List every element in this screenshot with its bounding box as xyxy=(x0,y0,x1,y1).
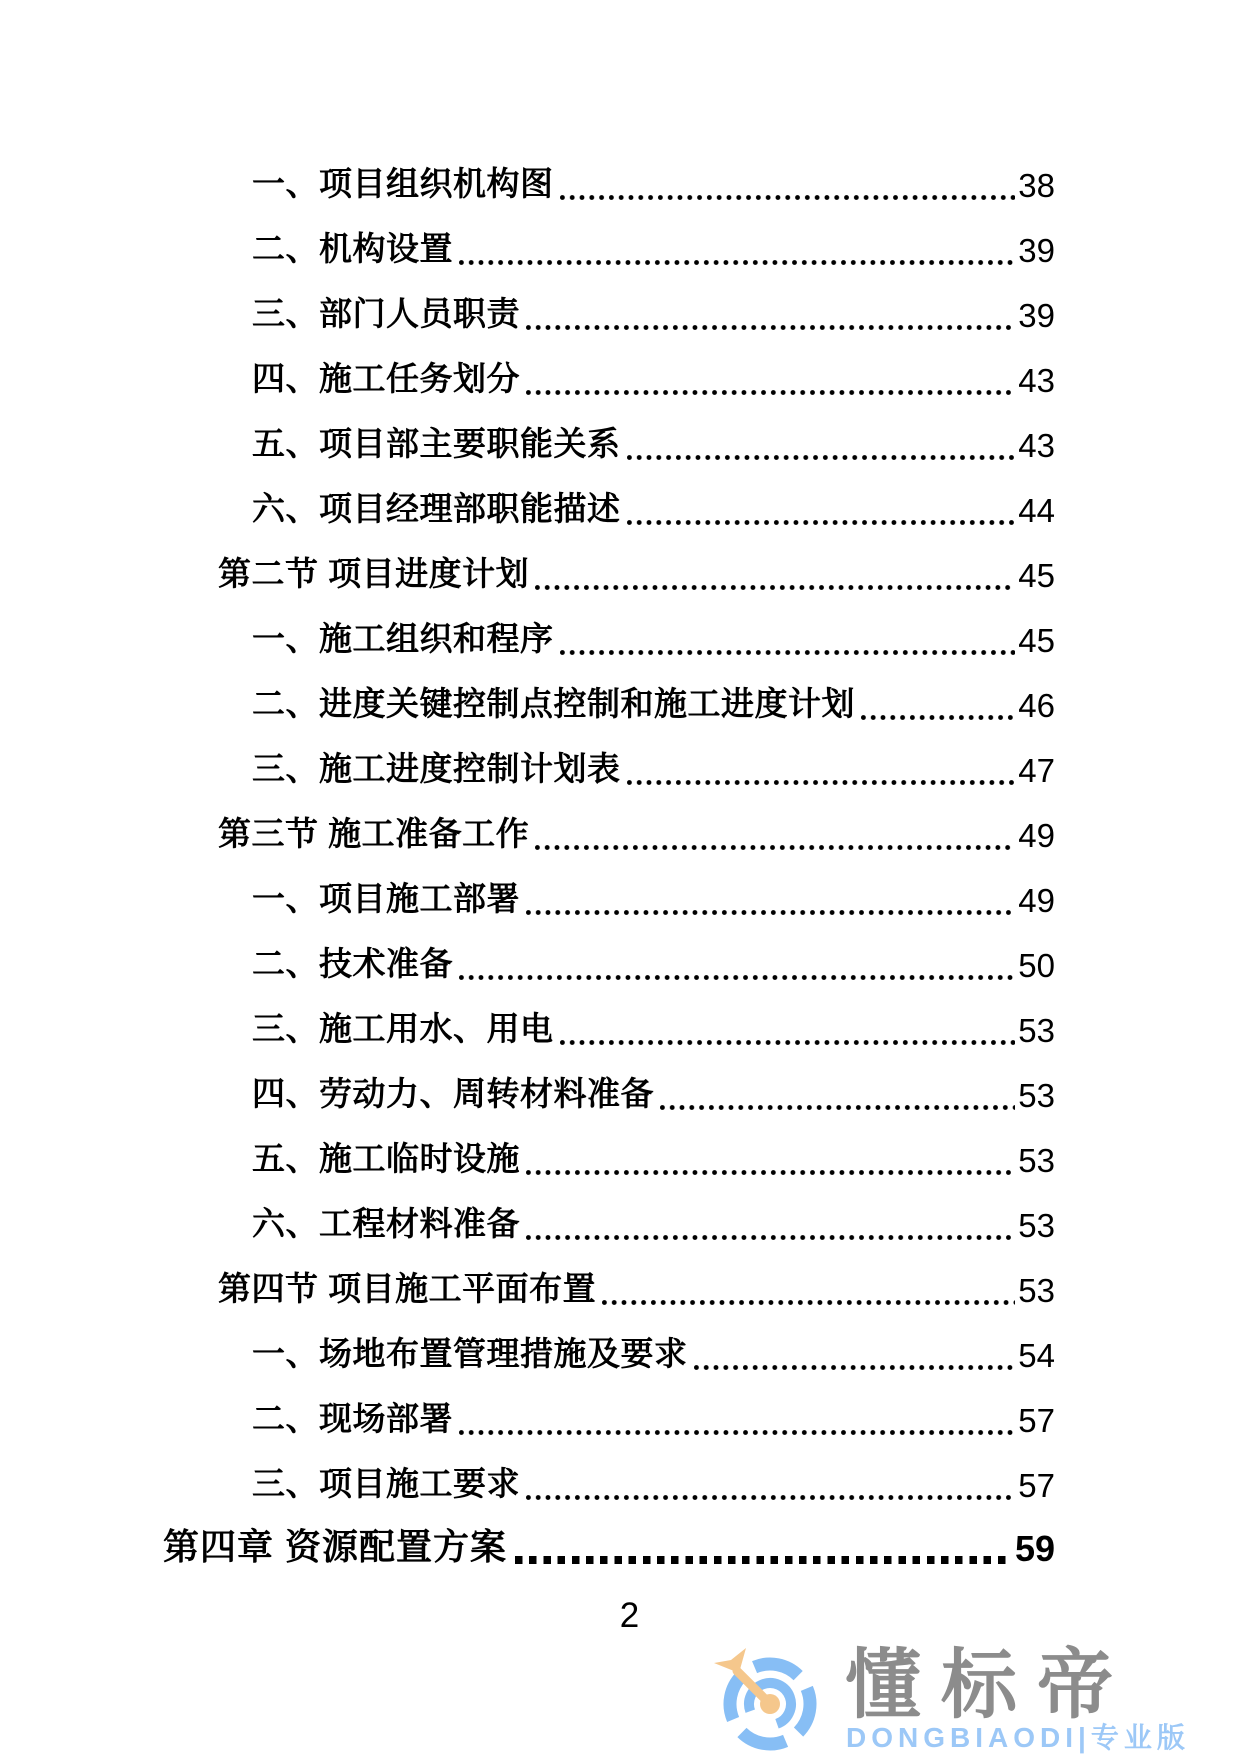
toc-leader-dots xyxy=(526,910,1015,915)
toc-leader-dots xyxy=(660,1105,1015,1110)
toc-entry-label: 三、施工用水、用电 xyxy=(252,1010,554,1047)
toc-entry[interactable] xyxy=(163,595,1055,660)
toc-entry-page-number: 50 xyxy=(1018,947,1055,984)
toc-entry[interactable] xyxy=(163,400,1055,465)
toc-entry[interactable] xyxy=(163,270,1055,335)
toc-entry-label: 六、项目经理部职能描述 xyxy=(252,490,621,527)
toc-entry-label: 三、部门人员职责 xyxy=(252,295,520,332)
toc-entry-page-number: 43 xyxy=(1018,427,1055,464)
toc-entry-label: 一、项目施工部署 xyxy=(252,880,520,917)
dartboard-logo-icon xyxy=(706,1640,834,1754)
toc-entry[interactable] xyxy=(163,660,1055,725)
watermark-brand-text: 懂标帝 xyxy=(845,1643,1133,1728)
toc-entry-label: 五、施工临时设施 xyxy=(252,1140,520,1177)
toc-leader-dots xyxy=(526,1235,1015,1240)
toc-entry-page-number: 57 xyxy=(1018,1402,1055,1439)
toc-entry-page-number: 57 xyxy=(1018,1467,1055,1504)
toc-leader-dots xyxy=(560,650,1016,655)
toc-entry-label: 第三节 施工准备工作 xyxy=(218,815,530,852)
toc-leader-dots xyxy=(459,1430,1015,1435)
toc-entry-page-number: 39 xyxy=(1018,297,1055,334)
toc-entry-page-number: 49 xyxy=(1018,817,1055,854)
toc-entry[interactable] xyxy=(163,1505,1055,1570)
toc-entry-page-number: 53 xyxy=(1018,1142,1055,1179)
toc-entry-label: 五、项目部主要职能关系 xyxy=(252,425,621,462)
toc-entry[interactable] xyxy=(163,1375,1055,1440)
toc-entry-label: 二、进度关键控制点控制和施工进度计划 xyxy=(252,685,855,722)
toc-leader-dots xyxy=(627,780,1016,785)
toc-entry-page-number: 45 xyxy=(1018,557,1055,594)
toc-entry[interactable] xyxy=(163,1245,1055,1310)
toc-entry-label: 二、技术准备 xyxy=(252,945,453,982)
toc-entry-page-number: 59 xyxy=(1014,1528,1055,1569)
toc-entry-page-number: 53 xyxy=(1018,1207,1055,1244)
toc-entry-label: 一、施工组织和程序 xyxy=(252,620,554,657)
toc-entry[interactable] xyxy=(163,335,1055,400)
toc-leader-dots xyxy=(861,715,1015,720)
toc-leader-dots xyxy=(515,1556,1011,1564)
toc-entry[interactable] xyxy=(163,1310,1055,1375)
toc-entry-label: 三、施工进度控制计划表 xyxy=(252,750,621,787)
table-of-contents xyxy=(163,140,1055,1570)
toc-leader-dots xyxy=(535,845,1015,850)
toc-entry[interactable] xyxy=(163,725,1055,790)
toc-entry-label: 六、工程材料准备 xyxy=(252,1205,520,1242)
toc-entry[interactable] xyxy=(163,205,1055,270)
watermark-subtitle-text: DONGBIAODI|专业版 xyxy=(846,1722,1190,1753)
toc-entry-label: 一、场地布置管理措施及要求 xyxy=(252,1335,688,1372)
toc-leader-dots xyxy=(694,1365,1016,1370)
toc-entry-page-number: 53 xyxy=(1018,1272,1055,1309)
toc-entry-label: 二、机构设置 xyxy=(252,230,453,267)
toc-entry[interactable] xyxy=(163,530,1055,595)
toc-entry[interactable] xyxy=(163,1115,1055,1180)
toc-entry-page-number: 38 xyxy=(1018,167,1055,204)
toc-entry-page-number: 47 xyxy=(1018,752,1055,789)
toc-entry-page-number: 53 xyxy=(1018,1077,1055,1114)
toc-entry-label: 四、劳动力、周转材料准备 xyxy=(252,1075,654,1112)
toc-entry[interactable] xyxy=(163,465,1055,530)
toc-entry[interactable] xyxy=(163,855,1055,920)
toc-entry[interactable] xyxy=(163,920,1055,985)
toc-entry[interactable] xyxy=(163,1440,1055,1505)
toc-entry-page-number: 53 xyxy=(1018,1012,1055,1049)
toc-entry-page-number: 54 xyxy=(1018,1337,1055,1374)
toc-entry[interactable] xyxy=(163,790,1055,855)
toc-entry-page-number: 43 xyxy=(1018,362,1055,399)
toc-entry-label: 二、现场部署 xyxy=(252,1400,453,1437)
toc-entry[interactable] xyxy=(163,140,1055,205)
toc-entry-label: 第四章 资源配置方案 xyxy=(163,1526,508,1567)
toc-entry-label: 第四节 项目施工平面布置 xyxy=(218,1270,597,1307)
toc-entry-page-number: 39 xyxy=(1018,232,1055,269)
toc-leader-dots xyxy=(526,390,1015,395)
toc-entry-page-number: 45 xyxy=(1018,622,1055,659)
toc-entry-label: 第二节 项目进度计划 xyxy=(218,555,530,592)
toc-entry[interactable] xyxy=(163,1180,1055,1245)
toc-entry[interactable] xyxy=(163,985,1055,1050)
toc-leader-dots xyxy=(459,975,1015,980)
toc-entry-page-number: 49 xyxy=(1018,882,1055,919)
toc-entry-page-number: 44 xyxy=(1018,492,1055,529)
toc-leader-dots xyxy=(560,195,1016,200)
toc-entry-page-number: 46 xyxy=(1018,687,1055,724)
toc-entry[interactable] xyxy=(163,1050,1055,1115)
toc-leader-dots xyxy=(526,325,1015,330)
toc-leader-dots xyxy=(459,260,1015,265)
toc-leader-dots xyxy=(627,455,1016,460)
toc-entry-label: 一、项目组织机构图 xyxy=(252,165,554,202)
toc-leader-dots xyxy=(526,1170,1015,1175)
toc-leader-dots xyxy=(535,585,1015,590)
page-number: 2 xyxy=(619,1596,640,1635)
toc-entry-label: 四、施工任务划分 xyxy=(252,360,520,397)
toc-leader-dots xyxy=(526,1495,1015,1500)
toc-entry-label: 三、项目施工要求 xyxy=(252,1465,520,1502)
toc-leader-dots xyxy=(602,1300,1015,1305)
toc-leader-dots xyxy=(560,1040,1016,1045)
toc-leader-dots xyxy=(627,520,1016,525)
